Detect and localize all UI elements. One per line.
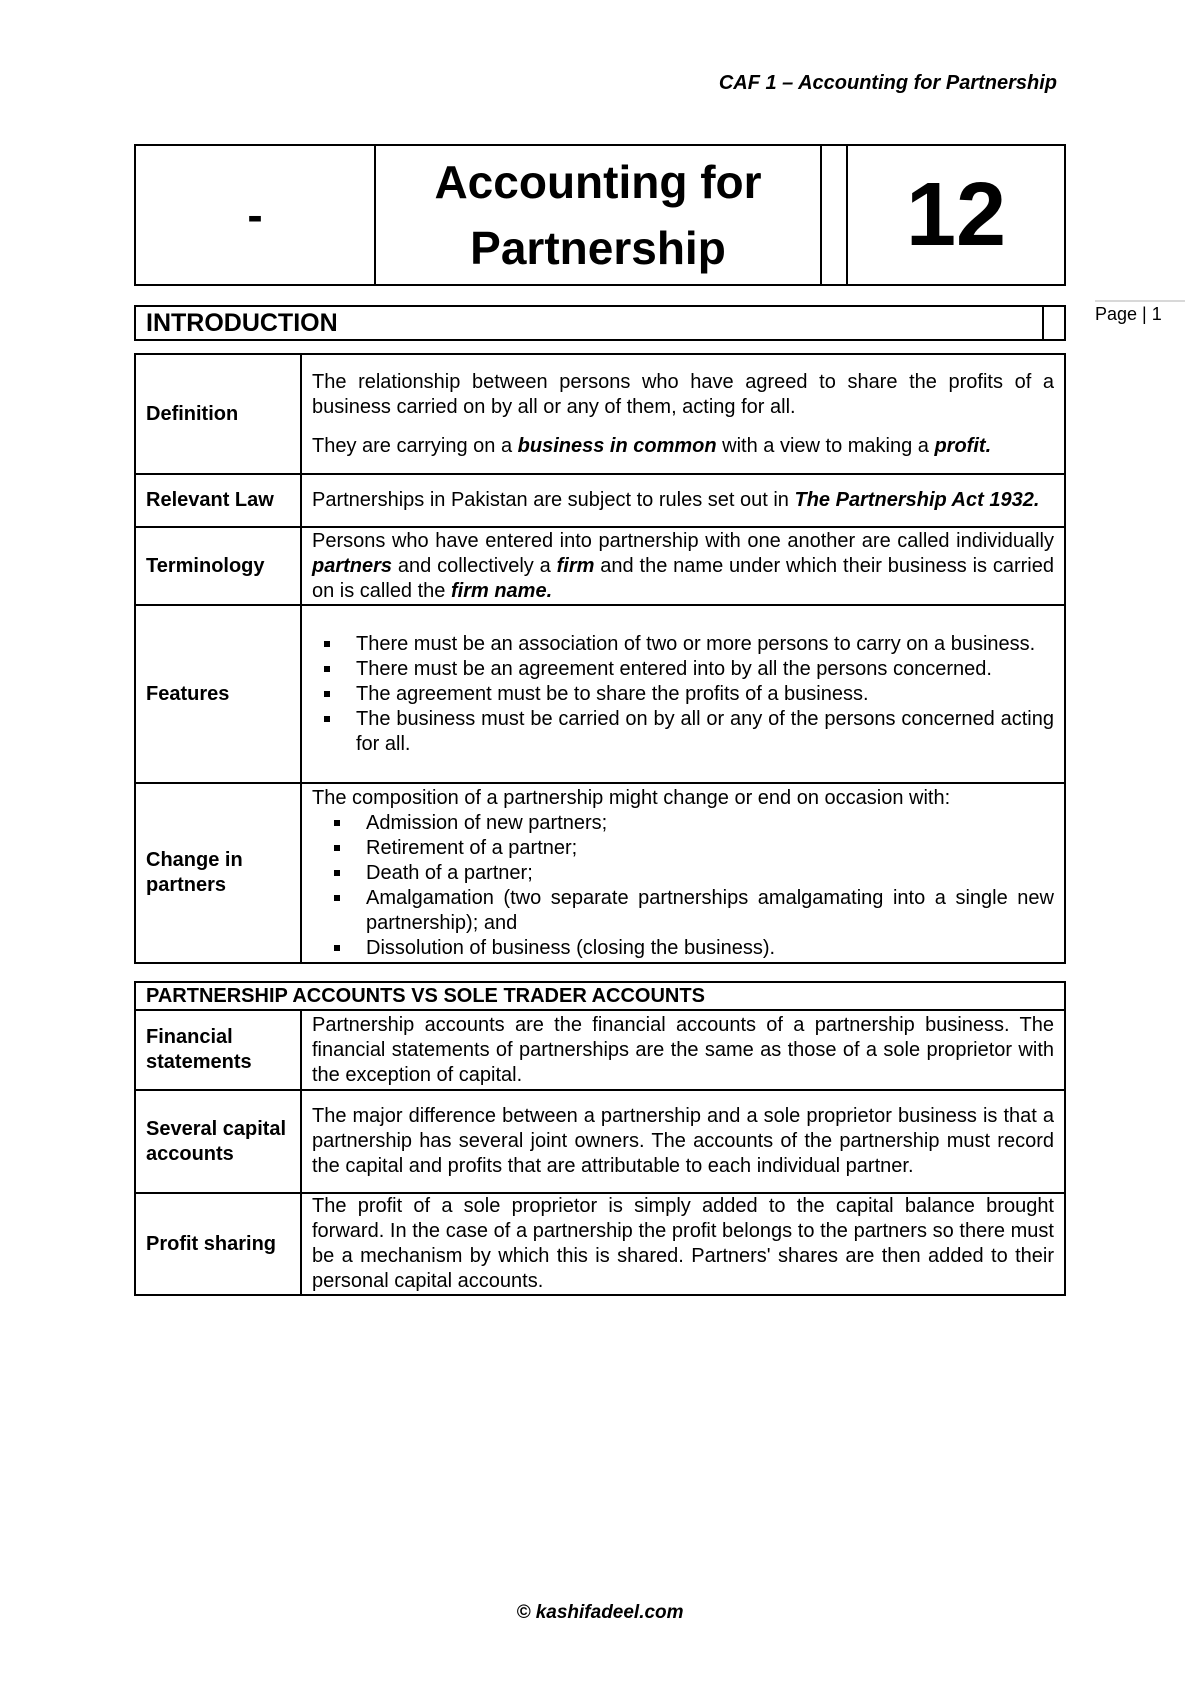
list-item: Dissolution of business (closing the business). [366,936,1054,961]
text-span: with a view to making a [716,434,935,457]
emphasis: profit. [934,434,992,457]
definition-paragraph: The relationship between persons who have agreed to share the profits of a business carried on by all or any of them, acting for all. [312,370,1054,418]
text-span: Partnerships in Pakistan are subject to rules set out in [312,489,795,511]
introduction-heading-text: INTRODUCTION [146,309,338,337]
row-label: Terminology [135,527,301,605]
comparison-heading: PARTNERSHIP ACCOUNTS VS SOLE TRADER ACCOUNTS [135,982,1065,1010]
table-row [135,1010,1065,1090]
text-span: and the name under which their business is carried on is called the [312,554,1055,602]
introduction-table [134,353,1066,964]
table-row [135,783,1065,963]
change-list [312,811,1054,961]
row-label: Several capital accounts [135,1090,301,1193]
emphasis: firm name. [450,579,553,602]
change-lead-text: The composition of a partnership might change or end on occasion with: [312,786,951,809]
table-row [135,474,1065,527]
row-label: Financial statements [135,1010,301,1090]
table-row [135,527,1065,605]
footer-copyright: © kashifadeel.com [516,1602,684,1623]
features-list [312,632,1054,757]
chapter-title-line-2: Partnership [470,222,726,274]
row-label: Definition [135,354,301,474]
row-label: Features [135,605,301,783]
row-content [301,474,1065,527]
chapter-prefix: - [136,146,376,284]
list-item: There must be an association of two or more persons to carry on a business. [356,632,1054,657]
text-span: Persons who have entered into partnership with one another are called individually [312,529,1054,552]
emphasis: business in common [517,434,717,457]
emphasis: The Partnership Act 1932. [794,489,1040,511]
table-row [135,982,1065,1010]
chapter-number: 12 [905,164,1007,265]
row-content [301,783,1065,963]
row-content [301,605,1065,783]
chapter-title [376,146,822,284]
table-row [135,354,1065,474]
row-label: Relevant Law [135,474,301,527]
definition-paragraph-2 [312,434,1054,459]
emphasis: partners [312,554,393,577]
text-span: They are carrying on a [312,434,518,457]
page-number: Page | 1 [1095,300,1185,325]
table-row [135,1193,1065,1295]
row-content [301,354,1065,474]
row-content: The profit of a sole proprietor is simply added to the capital balance brought forward. In the case of a partnership the profit belongs to the partners so there must be a mechanism by which this is shared. Partners' shares are then added to their personal capital accounts. [301,1193,1065,1295]
list-item: Death of a partner; [366,861,1054,886]
list-item: Admission of new partners; [366,811,1054,836]
chapter-title-box [134,144,1066,286]
emphasis: firm [556,554,595,577]
list-item: The agreement must be to share the profits of a business. [356,682,1054,707]
introduction-heading [134,305,1066,341]
table-row [135,1090,1065,1193]
list-item: There must be an agreement entered into by all the persons concerned. [356,657,1054,682]
row-label: Change in partners [135,783,301,963]
row-label: Profit sharing [135,1193,301,1295]
row-content: The major difference between a partnership and a sole proprietor business is that a partnership has several joint owners. The accounts of the partnership must record the capital and profits that are attributable to each individual partner. [301,1090,1065,1193]
row-content: Partnership accounts are the financial accounts of a partnership business. The financial statements of partnerships are the same as those of a sole proprietor with the exception of capital. [301,1010,1065,1090]
chapter-title-spacer [822,146,848,284]
running-header: CAF 1 – Accounting for Partnership [718,72,1057,94]
text-span: and collectively a [392,554,557,577]
list-item: Amalgamation (two separate partnerships amalgamating into a single new partnership); and [366,886,1054,934]
list-item: The business must be carried on by all or any of the persons concerned acting for all. [356,707,1054,755]
row-content [301,527,1065,605]
list-item: Retirement of a partner; [366,836,1054,861]
chapter-title-line-1: Accounting for [434,156,762,208]
heading-bar-tail [1042,307,1044,339]
comparison-table [134,981,1066,1296]
table-row [135,605,1065,783]
